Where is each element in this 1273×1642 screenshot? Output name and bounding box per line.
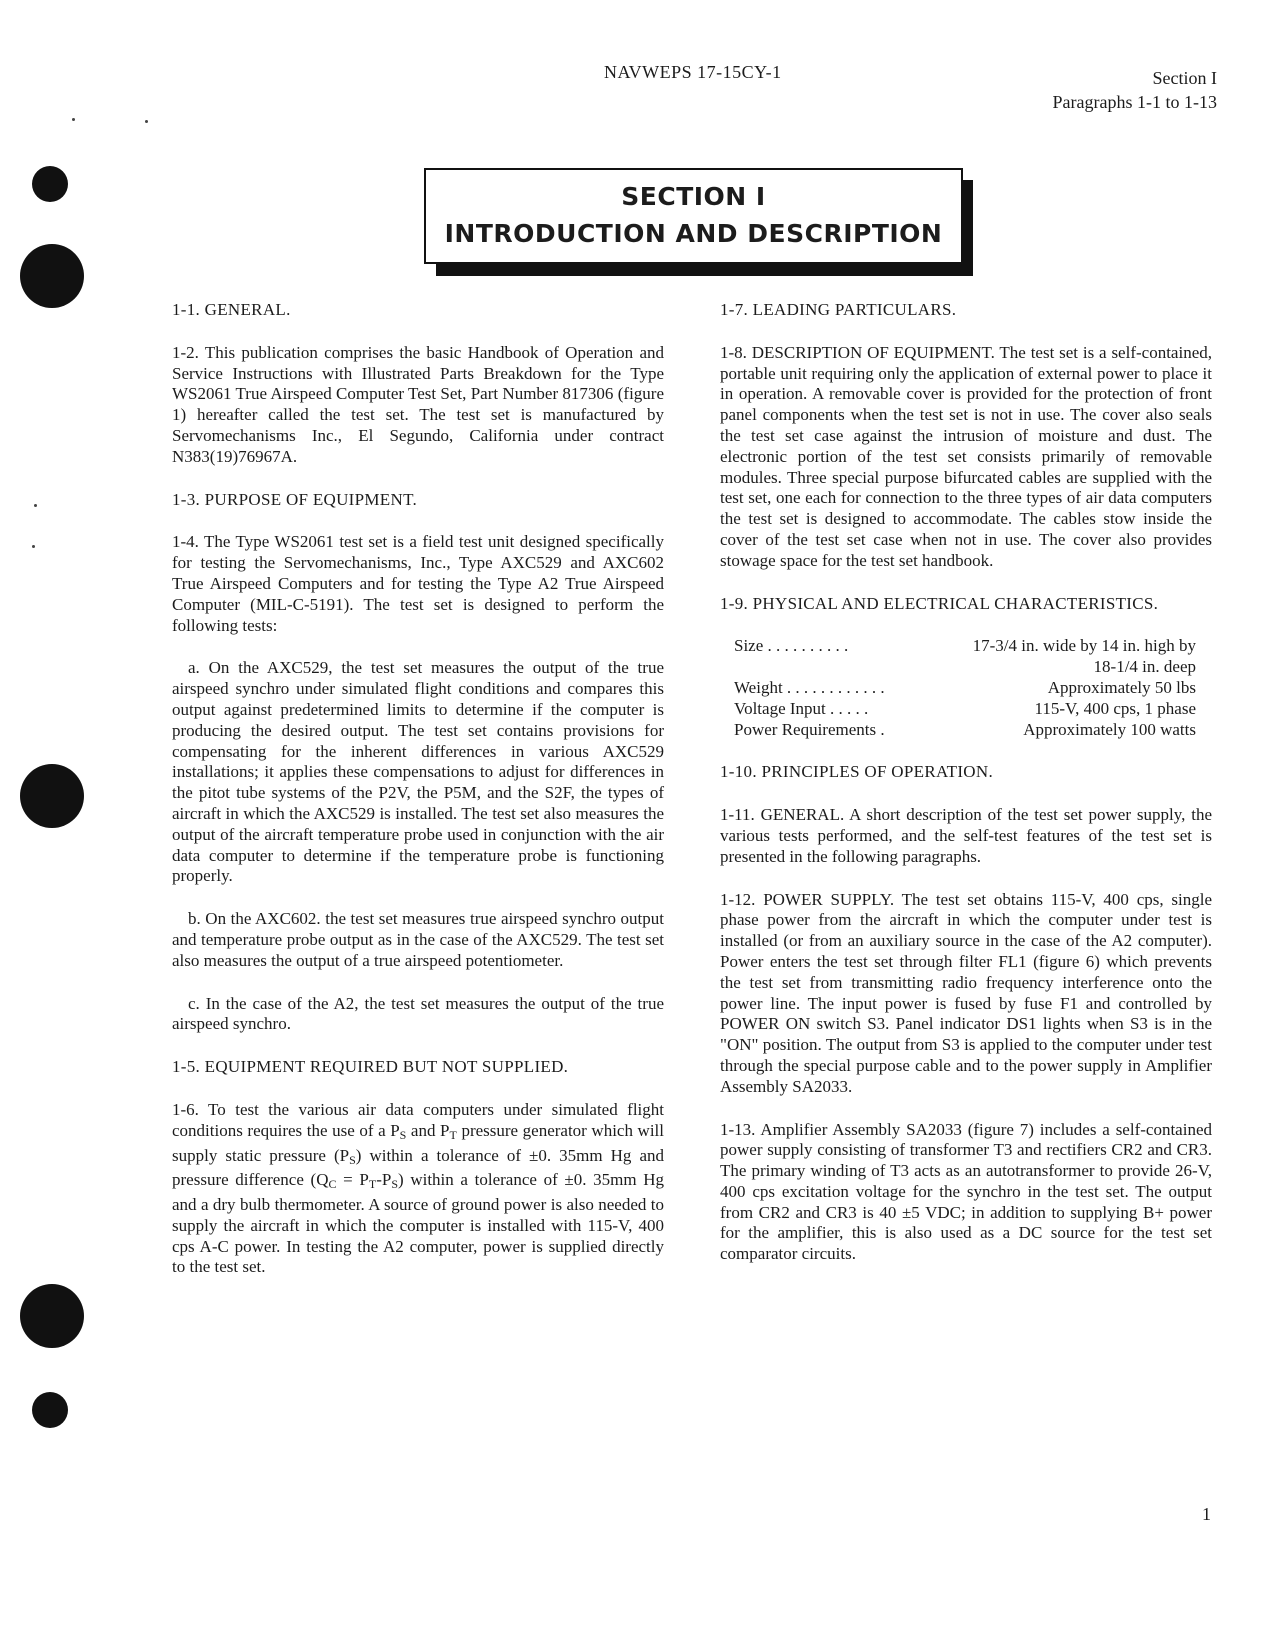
right-column: [720, 300, 1212, 1287]
scan-speck: [72, 118, 75, 121]
paragraph-1-4: 1-4. The Type WS2061 test set is a field test unit designed specifically for testing the Servomechanisms, Inc., Type AXC529 and AXC602 True Airspeed Computers and for testing the Type A2 True Airspeed Computer (MIL-C-5191). The test set is designed to perform the following tests:: [172, 532, 664, 635]
paragraph-1-6-text: 1-6. To test the various air data computers under simulated flight conditions requires the use of a P: [172, 1099, 664, 1140]
heading-1-1: 1-1. GENERAL.: [172, 300, 291, 319]
scan-speck: [34, 504, 37, 507]
spec-value: Approximately 100 watts: [1023, 719, 1196, 739]
binder-hole: [20, 244, 84, 308]
paragraph-1-6-text: and P: [406, 1120, 450, 1140]
subscript: T: [368, 1177, 377, 1192]
paragraph-1-6-text: ) within a tolerance of ±0. 35mm Hg and a dry bulb thermometer. A source of ground power is also needed to supply the aircraft in which the computer is installed with 115-V, 400 cps A-C power. In testing the A2 computer, power is supplied directly to the test set.: [172, 1170, 665, 1277]
section-title: SECTION I: [621, 182, 766, 211]
page-number: 1: [1202, 1504, 1211, 1524]
heading-1-10: 1-10. PRINCIPLES OF OPERATION.: [720, 762, 993, 782]
spec-label: Power Requirements .: [734, 719, 885, 739]
subscript: T: [449, 1127, 457, 1142]
table-row: [734, 720, 1196, 741]
heading-1-9: 1-9. PHYSICAL AND ELECTRICAL CHARACTERISTICS.: [720, 593, 1159, 613]
table-row: [734, 636, 1196, 678]
paragraph-1-6-text: ) within a tolerance of ±0. 35mm Hg and pressure difference (Q: [172, 1145, 664, 1190]
paragraph-1-12: 1-12. POWER SUPPLY. The test set obtains 115-V, 400 cps, single phase power from the aircraft in which the computer under test is installed (or from an auxiliary source in the case of the A2 computer). Power enters the test set through filter FL1 (figure 6) which prevents the test set from transmitting radio frequency interference onto the power line. The input power is fused by fuse F1 and controlled by POWER ON switch S3. Panel indicator DS1 lights when S3 is in the "ON" position. The output from S3 is applied to the computer under test through the special purpose cable and to the power supply in Amplifier Assembly SA2033.: [720, 889, 1212, 1096]
spec-label: Weight . . . . . . . . . . . .: [734, 677, 885, 697]
section-title-box: [424, 168, 963, 264]
paragraph-1-4-b: b. On the AXC602. the test set measures true airspeed synchro output and temperature probe output as in the case of the AXC529. The test set also measures the output of a true airspeed potentiometer.: [172, 909, 664, 970]
scan-speck: [145, 120, 148, 123]
paragraph-1-4-c: c. In the case of the A2, the test set measures the output of the true airspeed synchro.: [172, 993, 664, 1034]
document-number: NAVWEPS 17-15CY-1: [604, 62, 782, 82]
scan-speck: [32, 545, 35, 548]
paragraph-1-6-text: pressure generator which will supply static pressure (P: [172, 1120, 664, 1165]
paragraph-1-6-text: = P: [336, 1170, 369, 1190]
spec-label: Size . . . . . . . . . .: [734, 636, 849, 656]
heading-1-7: 1-7. LEADING PARTICULARS.: [720, 300, 957, 319]
spec-label: Voltage Input . . . . .: [734, 698, 869, 718]
paragraph-1-6-text: -P: [376, 1170, 392, 1190]
spec-value: 17-3/4 in. wide by 14 in. high by 18-1/4 in. deep: [972, 636, 1196, 677]
spec-value: Approximately 50 lbs: [1047, 677, 1196, 697]
spec-value: 115-V, 400 cps, 1 phase: [1034, 698, 1196, 718]
paragraph-1-8: 1-8. DESCRIPTION OF EQUIPMENT. The test set is a self-contained, portable unit requiring only the application of external power to place it in operation. A removable cover is provided for the protection of front panel components when the test set is not in use. The cover also seals the test set case against the intrusion of moisture and dust. The electronic portion of the test set consists primarily of removable modules. Three special purpose bifurcated cables are supplied with the test set, one each for connection to the three types of air data computers the test set is designed to accommodate. The cables stow inside the cover of the test set case when not in use. The cover also provides stowage space for the test set handbook.: [720, 342, 1212, 570]
section-subtitle: INTRODUCTION AND DESCRIPTION: [444, 219, 943, 248]
paragraph-range: Paragraphs 1-1 to 1-13: [1052, 92, 1217, 112]
left-column: [172, 300, 664, 1300]
paragraph-1-4-a: a. On the AXC529, the test set measures the output of the true airspeed synchro under simulated flight conditions and compares this output against predetermined limits to determine if the computer is producing the desired output. The test set contains provisions for compensating for the inherent differences in various AXC529 installations; it applies these compensations to adjust for differences in the pitot tube systems of the P2V, the P5M, and the S2F, the types of aircraft in which the AXC529 is installed. The test set also measures the output of the aircraft temperature probe used in conjunction with the air data computer to determine if the temperature probe is functioning properly.: [172, 658, 664, 886]
table-row: [734, 678, 1196, 699]
subscript: S: [391, 1177, 399, 1192]
section-reference: [1053, 66, 1217, 114]
table-row: [734, 699, 1196, 720]
paragraph-1-2: 1-2. This publication comprises the basic Handbook of Operation and Service Instructions with Illustrated Parts Breakdown for the Type WS2061 True Airspeed Computer Test Set, Part Number 817306 (figure 1) hereafter called the test set. The test set is manufactured by Servomechanisms Inc., El Segundo, California under contract N383(19)76967A.: [172, 342, 664, 466]
heading-1-5: 1-5. EQUIPMENT REQUIRED BUT NOT SUPPLIED.: [172, 1057, 569, 1077]
subscript: S: [349, 1152, 356, 1167]
binder-hole: [20, 764, 84, 828]
paragraph-1-13: 1-13. Amplifier Assembly SA2033 (figure 7) includes a self-contained power supply consisting of transformer T3 and rectifiers CR2 and CR3. The primary winding of T3 acts as an autotransformer to provide 26-V, 400 cps excitation voltage for the synchro in the test set. The output from CR2 and CR3 is 40 ±5 VDC; in addition to supplying B+ power for the amplifier, this is also used as a DC source for the test set comparator circuits.: [720, 1119, 1212, 1264]
paragraph-1-6: [172, 1100, 664, 1278]
section-label: Section I: [1152, 68, 1217, 88]
paragraph-1-11: 1-11. GENERAL. A short description of the test set power supply, the various tests performed, and the self-test features of the test set is presented in the following paragraphs.: [720, 805, 1212, 866]
characteristics-table: [734, 636, 1196, 740]
binder-hole: [32, 166, 68, 202]
binder-hole: [20, 1284, 84, 1348]
heading-1-3: 1-3. PURPOSE OF EQUIPMENT.: [172, 489, 418, 509]
binder-hole: [32, 1392, 68, 1428]
subscript: C: [328, 1177, 337, 1192]
subscript: S: [399, 1127, 407, 1142]
